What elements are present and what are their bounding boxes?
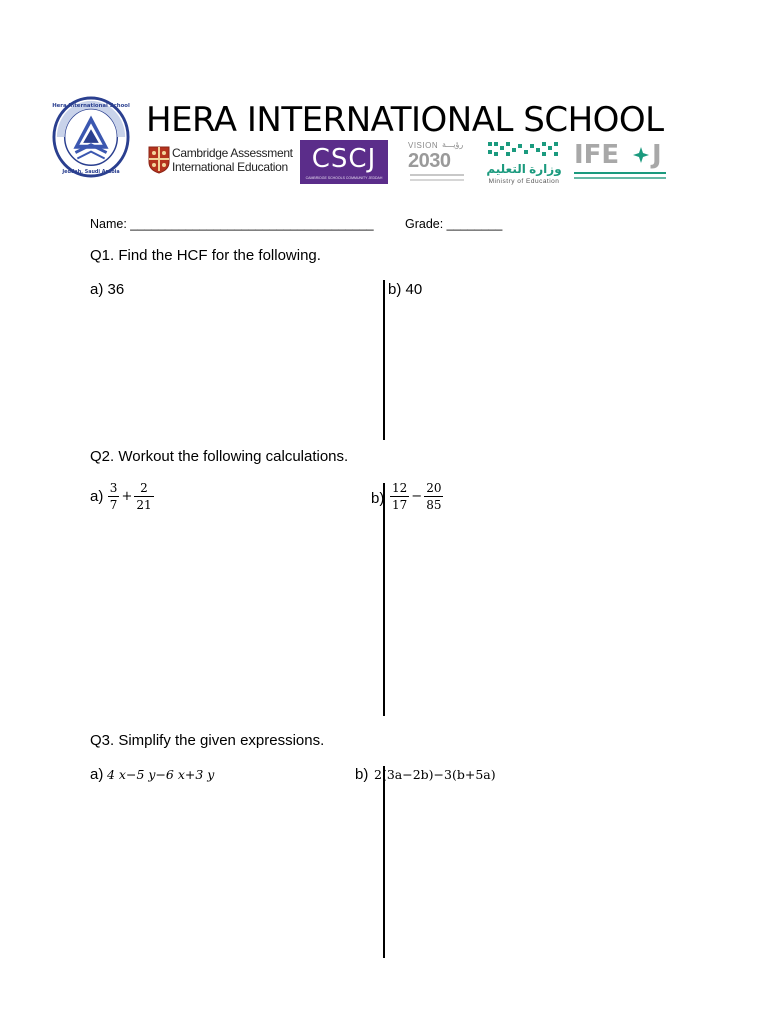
q1-part-a: a) 36 xyxy=(90,281,125,298)
q2-prompt: Q2. Workout the following calculations. xyxy=(90,448,349,465)
name-field[interactable]: Name: ___________________________________ xyxy=(90,217,374,231)
svg-text:Jeddah, Saudi Arabia: Jeddah, Saudi Arabia xyxy=(62,169,120,176)
cscj-logo: CSCJ CAMBRIDGE SCHOOLS COMMUNITY JEDDAH xyxy=(300,140,388,184)
moe-dots-icon xyxy=(486,140,562,160)
school-name-heading: HERA INTERNATIONAL SCHOOL xyxy=(146,100,664,140)
ministry-of-education-logo: وزارة التعليم Ministry of Education xyxy=(484,140,564,190)
school-crest-logo xyxy=(52,96,130,178)
q2-part-a-label: a) xyxy=(90,488,104,505)
q3-part-a-expression: 4 x−5 y−6 x+3 y xyxy=(107,767,215,782)
q3-part-b-label: b) xyxy=(355,766,369,783)
q3-prompt: Q3. Simplify the given expressions. xyxy=(90,732,325,749)
fraction-20-85: $\frac{20}{85}$ xyxy=(426,481,442,512)
cambridge-shield-icon xyxy=(148,146,170,174)
q3-part-b-expression: 2(3a−2b)−3(b+5a) xyxy=(374,767,496,782)
q1-prompt: Q1. Find the HCF for the following. xyxy=(90,247,321,264)
q1-part-b: b) 40 xyxy=(388,281,423,298)
q3-divider xyxy=(383,766,385,958)
fraction-2-21: $\frac{2}{21}$ xyxy=(136,481,152,512)
grade-field[interactable]: Grade: ________ xyxy=(405,217,503,231)
cambridge-line-1: Cambridge Assessment xyxy=(172,146,293,160)
q2-part-a: a) $\frac{3}{7}$ + $\frac{2}{21}$ xyxy=(90,481,152,512)
fraction-3-7: $\frac{3}{7}$ xyxy=(109,481,118,512)
fraction-12-17: $\frac{12}{17}$ xyxy=(392,481,408,512)
vision-2030-logo: VISION رؤيـــة 2030 xyxy=(406,140,468,186)
q2-part-b-label: b) xyxy=(371,490,385,507)
svg-text:Hera International School: Hera International School xyxy=(52,102,130,109)
cambridge-logo xyxy=(148,140,293,186)
q2-divider xyxy=(383,483,385,716)
q1-divider xyxy=(383,280,385,440)
q3-part-a-label: a) xyxy=(90,766,104,783)
ife-emblem-icon xyxy=(632,146,650,164)
q2-part-b: $\frac{12}{17}$ − $\frac{20}{85}$ xyxy=(392,481,442,512)
ife-j-logo: IFE J xyxy=(574,140,668,186)
cambridge-line-2: International Education xyxy=(172,160,288,174)
